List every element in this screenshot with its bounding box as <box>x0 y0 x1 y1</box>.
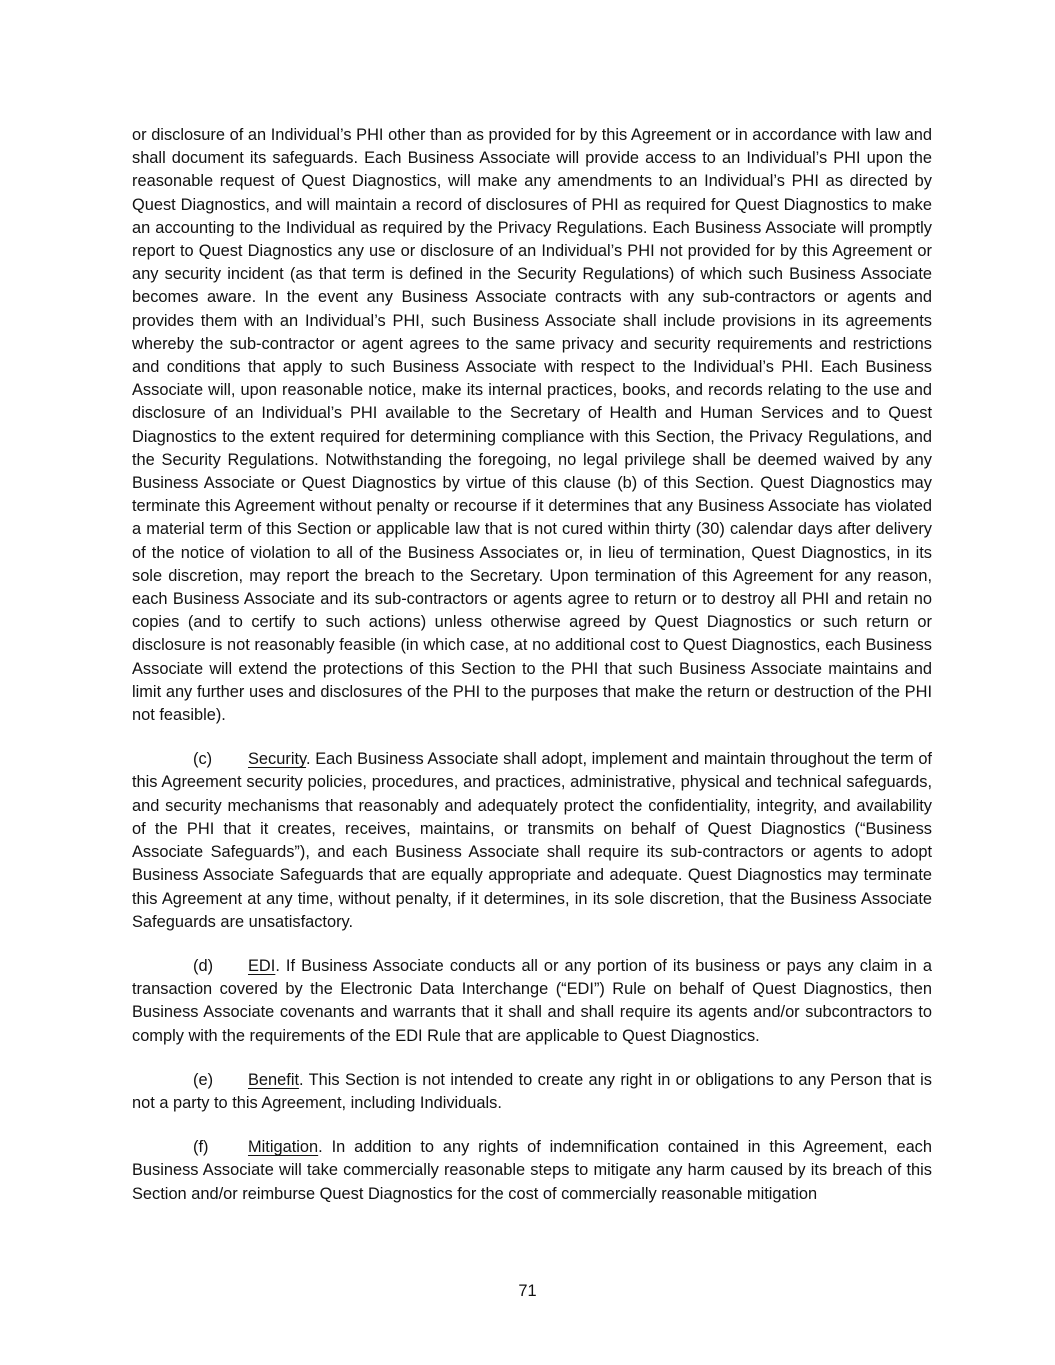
section-e-number: (e) <box>193 1070 214 1089</box>
section-f-paragraph <box>132 1136 932 1206</box>
section-c-paragraph <box>132 748 932 934</box>
section-d-heading: EDI <box>248 956 276 975</box>
document-body <box>132 124 932 1227</box>
section-f-heading: Mitigation <box>248 1138 319 1157</box>
section-e-heading: Benefit <box>248 1070 300 1089</box>
section-d-paragraph <box>132 955 932 1048</box>
section-f-text: . In addition to any rights of indemnification contained in this Agreement, each Business Associate will take commercially reasonable steps to mitigate any harm caused by its breach of this Section and/or reimburse Quest Diagnostics for the cost of commercially reasonable mitigation <box>132 1138 932 1203</box>
section-f-number: (f) <box>193 1138 209 1157</box>
section-d-text: . If Business Associate conducts all or any portion of its business or pays any claim in a transaction covered by the Electronic Data Interchange (“EDI”) Rule on behalf of Quest Diagnostics, then Business Associate covenants and warrants that it shall and shall require its agents and/or subcontractors to comply with the requirements of the EDI Rule that are applicable to Quest Diagnostics. <box>132 956 932 1045</box>
section-c-heading: Security <box>248 750 306 769</box>
section-d-number: (d) <box>193 956 214 975</box>
section-e-paragraph <box>132 1069 932 1115</box>
section-c-number: (c) <box>193 750 213 769</box>
page-number: 71 <box>518 1282 537 1300</box>
section-c-text: . Each Business Associate shall adopt, implement and maintain throughout the term of this Agreement security policies, procedures, and practices, administrative, physical and technical safeguards, and security mechanisms that reasonably and adequately protect the confidentiality, integrity, and availability of the PHI that it creates, receives, maintains, or transmits on behalf of Quest Diagnostics (“Business Associate Safeguards”), and each Business Associate shall require its sub-contractors or agents to adopt Business Associate Safeguards that are equally appropriate and adequate. Quest Diagnostics may terminate this Agreement at any time, without penalty, if it determines, in its sole discretion, that the Business Associate Safeguards are unsatisfactory. <box>132 750 932 931</box>
section-e-text: . This Section is not intended to create any right in or obligations to any Person that is not a party to this Agreement, including Individuals. <box>132 1070 932 1112</box>
continuation-paragraph: or disclosure of an Individual’s PHI other than as provided for by this Agreement or in accordance with law and shall document its safeguards. Each Business Associate will provide access to an Individual’s PHI upon the reasonable request of Quest Diagnostics, will make any amendments to an Individual’s PHI as directed by Quest Diagnostics, and will maintain a record of disclosures of PHI as required for Quest Diagnostics to make an accounting to the Individual as required by the Privacy Regulations. Each Business Associate will promptly report to Quest Diagnostics any use or disclosure of an Individual’s PHI not provided for by this Agreement or any security incident (as that term is defined in the Security Regulations) of which such Business Associate becomes aware. In the event any Business Associate contracts with any sub-contractors or agents and provides them with an Individual’s PHI, such Business Associate shall include provisions in its agreements whereby the sub-contractor or agent agrees to the same privacy and security requirements and restrictions and conditions that apply to such Business Associate with respect to the Individual’s PHI. Each Business Associate will, upon reasonable notice, make its internal practices, books, and records relating to the use and disclosure of an Individual’s PHI available to the Secretary of Health and Human Services and to Quest Diagnostics to the extent required for determining compliance with this Section, the Privacy Regulations, and the Security Regulations. Notwithstanding the foregoing, no legal privilege shall be deemed waived by any Business Associate or Quest Diagnostics by virtue of this clause (b) of this Section. Quest Diagnostics may terminate this Agreement without penalty or recourse if it determines that any Business Associate has violated a material term of this Section or applicable law that is not cured within thirty (30) calendar days after delivery of the notice of violation to all of the Business Associates or, in lieu of termination, Quest Diagnostics, in its sole discretion, may report the breach to the Secretary. Upon termination of this Agreement for any reason, each Business Associate and its sub-contractors or agents agree to return or to destroy all PHI and retain no copies (and to certify to such actions) unless otherwise agreed by Quest Diagnostics or such return or disclosure is not reasonably feasible (in which case, at no additional cost to Quest Diagnostics, each Business Associate will extend the protections of this Section to the PHI that such Business Associate maintains and limit any further uses and disclosures of the PHI to the purposes that make the return or destruction of the PHI not feasible). <box>132 126 932 725</box>
